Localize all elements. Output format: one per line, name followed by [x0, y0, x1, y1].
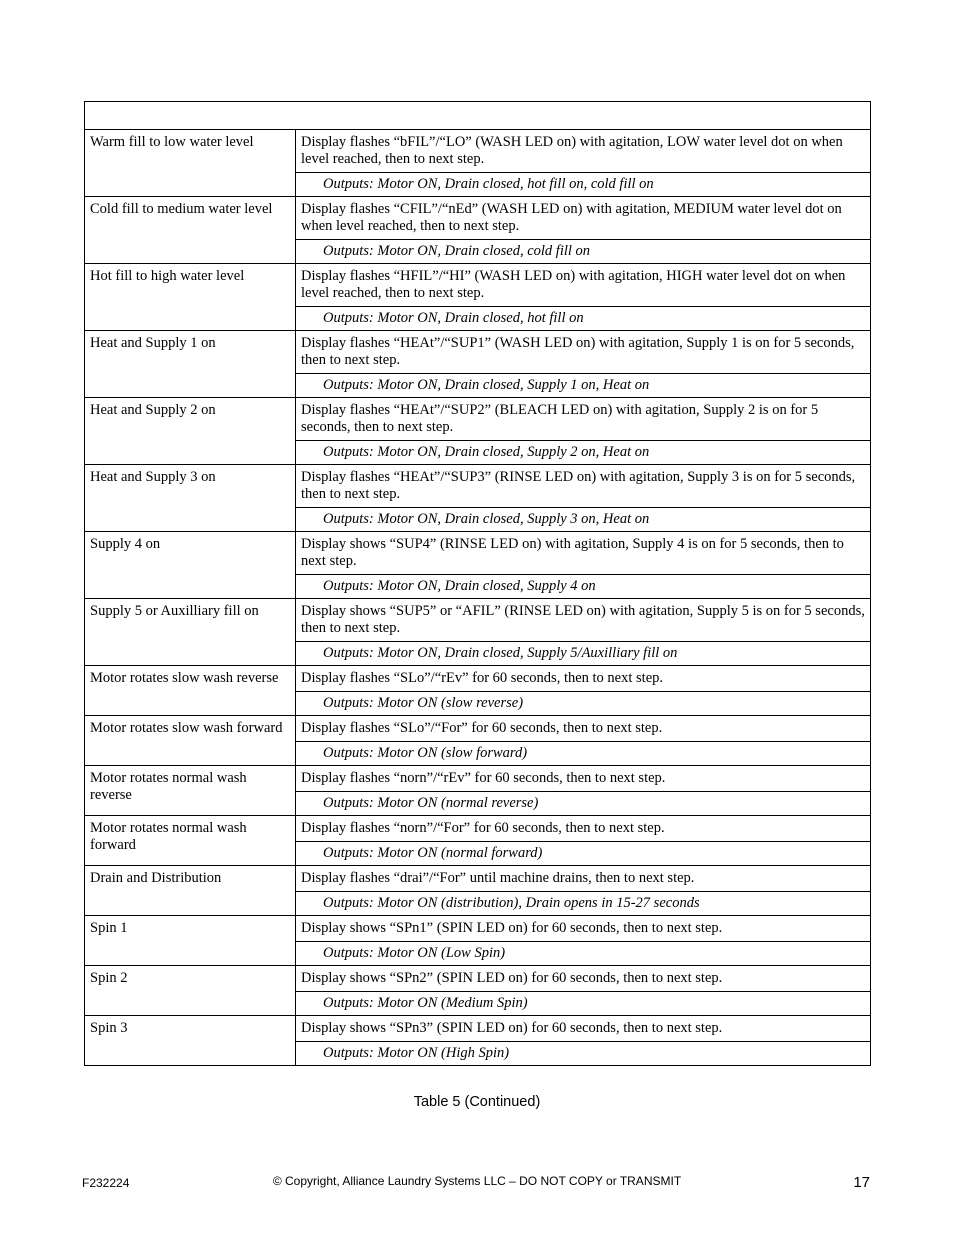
outputs-cell: Outputs: Motor ON, Drain closed, hot fill on, cold fill on [296, 173, 871, 197]
outputs-cell: Outputs: Motor ON (distribution), Drain opens in 15-27 seconds [296, 892, 871, 916]
display-cell: Display flashes “drai”/“For” until machine drains, then to next step. [296, 866, 871, 892]
outputs-cell: Outputs: Motor ON, Drain closed, Supply 5/Auxilliary fill on [296, 642, 871, 666]
outputs-cell: Outputs: Motor ON, Drain closed, Supply 2 on, Heat on [296, 441, 871, 465]
table-row [85, 130, 871, 173]
outputs-cell: Outputs: Motor ON (Medium Spin) [296, 992, 871, 1016]
outputs-cell: Outputs: Motor ON, Drain closed, Supply 3 on, Heat on [296, 508, 871, 532]
footer-doc-number: F232224 [82, 1176, 130, 1190]
display-cell: Display shows “SUP4” (RINSE LED on) with agitation, Supply 4 is on for 5 seconds, then to next step. [296, 532, 871, 575]
display-cell: Display shows “SPn1” (SPIN LED on) for 60 seconds, then to next step. [296, 916, 871, 942]
table-row [85, 398, 871, 441]
step-cell: Spin 3 [85, 1016, 296, 1066]
table-row [85, 916, 871, 942]
display-cell: Display flashes “norn”/“For” for 60 seconds, then to next step. [296, 816, 871, 842]
table-row [85, 599, 871, 642]
table-row [85, 716, 871, 742]
table-body [85, 102, 871, 1066]
display-cell: Display flashes “CFIL”/“nEd” (WASH LED on) with agitation, MEDIUM water level dot on when level reached, then to next step. [296, 197, 871, 240]
outputs-cell: Outputs: Motor ON (slow reverse) [296, 692, 871, 716]
display-cell: Display shows “SPn3” (SPIN LED on) for 60 seconds, then to next step. [296, 1016, 871, 1042]
outputs-cell: Outputs: Motor ON, Drain closed, hot fill on [296, 307, 871, 331]
step-cell: Cold fill to medium water level [85, 197, 296, 264]
step-cell: Motor rotates normal wash reverse [85, 766, 296, 816]
display-cell: Display flashes “HEAt”/“SUP1” (WASH LED on) with agitation, Supply 1 is on for 5 seconds, then to next step. [296, 331, 871, 374]
step-cell: Motor rotates normal wash forward [85, 816, 296, 866]
outputs-cell: Outputs: Motor ON, Drain closed, Supply 4 on [296, 575, 871, 599]
outputs-cell: Outputs: Motor ON (Low Spin) [296, 942, 871, 966]
step-cell: Heat and Supply 3 on [85, 465, 296, 532]
display-cell: Display flashes “norn”/“rEv” for 60 seconds, then to next step. [296, 766, 871, 792]
table-row [85, 866, 871, 892]
outputs-cell: Outputs: Motor ON, Drain closed, Supply 1 on, Heat on [296, 374, 871, 398]
table-row [85, 465, 871, 508]
table-row [85, 816, 871, 842]
display-cell: Display flashes “HEAt”/“SUP2” (BLEACH LED on) with agitation, Supply 2 is on for 5 seconds, then to next step. [296, 398, 871, 441]
display-cell: Display flashes “HEAt”/“SUP3” (RINSE LED on) with agitation, Supply 3 is on for 5 seconds, then to next step. [296, 465, 871, 508]
table-header-row [85, 102, 871, 130]
table-row [85, 264, 871, 307]
table-row [85, 532, 871, 575]
display-cell: Display shows “SUP5” or “AFIL” (RINSE LED on) with agitation, Supply 5 is on for 5 seconds, then to next step. [296, 599, 871, 642]
outputs-cell: Outputs: Motor ON (normal reverse) [296, 792, 871, 816]
outputs-cell: Outputs: Motor ON (High Spin) [296, 1042, 871, 1066]
table-row [85, 1016, 871, 1042]
display-cell: Display shows “SPn2” (SPIN LED on) for 60 seconds, then to next step. [296, 966, 871, 992]
display-cell: Display flashes “SLo”/“For” for 60 seconds, then to next step. [296, 716, 871, 742]
step-cell: Motor rotates slow wash forward [85, 716, 296, 766]
step-cell: Supply 4 on [85, 532, 296, 599]
test-cycle-table [84, 101, 871, 1066]
table-row [85, 197, 871, 240]
outputs-cell: Outputs: Motor ON (normal forward) [296, 842, 871, 866]
table-caption: Table 5 (Continued) [413, 1094, 541, 1110]
table-row [85, 966, 871, 992]
step-cell: Spin 2 [85, 966, 296, 1016]
table-header-cell [85, 102, 871, 130]
outputs-cell: Outputs: Motor ON, Drain closed, cold fill on [296, 240, 871, 264]
table-row [85, 666, 871, 692]
display-cell: Display flashes “HFIL”/“HI” (WASH LED on) with agitation, HIGH water level dot on when level reached, then to next step. [296, 264, 871, 307]
step-cell: Supply 5 or Auxilliary fill on [85, 599, 296, 666]
table-row [85, 766, 871, 792]
outputs-cell: Outputs: Motor ON (slow forward) [296, 742, 871, 766]
footer-page-number: 17 [853, 1174, 870, 1191]
step-cell: Drain and Distribution [85, 866, 296, 916]
step-cell: Warm fill to low water level [85, 130, 296, 197]
table-row [85, 331, 871, 374]
footer-copyright: © Copyright, Alliance Laundry Systems LLC – DO NOT COPY or TRANSMIT [272, 1174, 682, 1188]
display-cell: Display flashes “SLo”/“rEv” for 60 seconds, then to next step. [296, 666, 871, 692]
step-cell: Heat and Supply 1 on [85, 331, 296, 398]
step-cell: Hot fill to high water level [85, 264, 296, 331]
step-cell: Heat and Supply 2 on [85, 398, 296, 465]
step-cell: Spin 1 [85, 916, 296, 966]
step-cell: Motor rotates slow wash reverse [85, 666, 296, 716]
display-cell: Display flashes “bFIL”/“LO” (WASH LED on) with agitation, LOW water level dot on when level reached, then to next step. [296, 130, 871, 173]
